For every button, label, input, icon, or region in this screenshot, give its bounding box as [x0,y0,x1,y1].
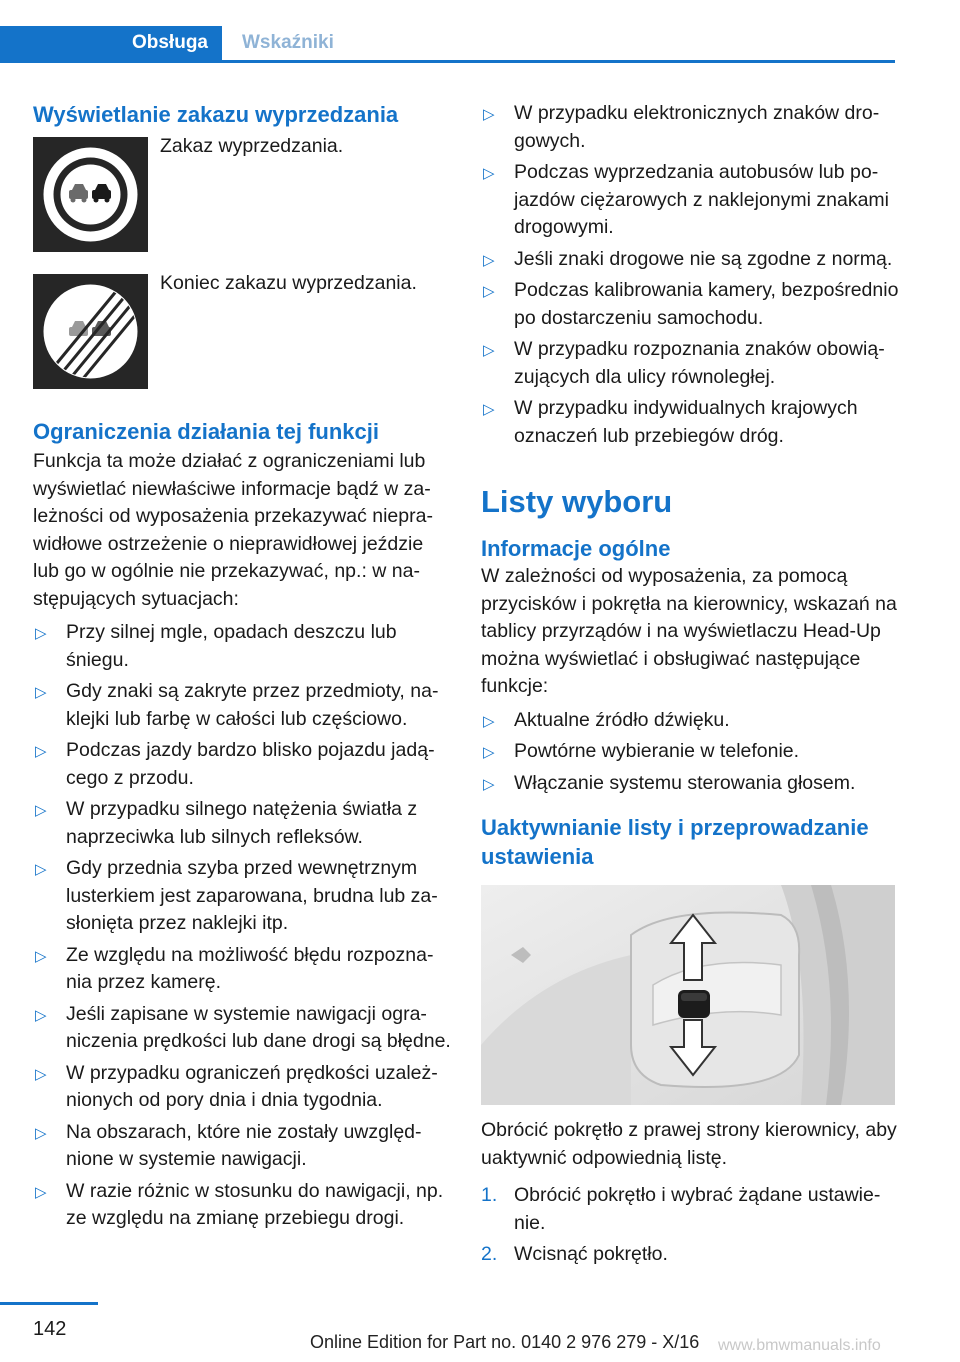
triangle-bullet-icon: ▷ [35,861,47,878]
list-item: ▷ Podczas jazdy bardzo blisko pojazdu jadącego z przodu. [35,739,435,789]
right-column [481,100,899,1273]
triangle-bullet-icon: ▷ [35,947,47,965]
page-header [0,0,960,64]
functions-list [481,707,899,798]
footer-divider [0,1302,98,1305]
sign-caption-no-overtaking: Zakaz wyprzedzania. [160,135,344,157]
list-item: ▷ Aktualne źródło dźwięku. [481,707,899,735]
steering-wheel-roller-photo [481,885,895,1105]
triangle-bullet-icon: ▷ [35,1006,47,1024]
triangle-bullet-icon: ▷ [35,684,47,701]
list-item: ▷ W przypadku indywidualnych krajowych oznaczeń lub przebiegów dróg. [483,397,858,447]
step-item: 1. Obrócić pokrętło i wybrać żądane ustawienie. [481,1184,881,1234]
list-item: ▷ Gdy znaki są zakryte przez przedmioty, naklejki lub farbę w całości lub częściowo. [35,680,439,730]
triangle-bullet-icon: ▷ [35,625,47,642]
list-item: ▷ W przypadku ograniczeń prędkości uzależnionych od pory dnia i dnia tygodnia. [35,1061,438,1111]
triangle-bullet-icon: ▷ [483,775,495,793]
section-title-overtaking: Wyświetlanie zakazu wyprzedzania [33,102,399,127]
sign-end-no-overtaking-row [33,274,451,389]
triangle-bullet-icon: ▷ [483,283,495,300]
list-item: ▷ Podczas wyprzedzania autobusów lub pojazdów ciężarowych z naklejonymi znakami drogowymi. [483,161,889,238]
limitations-list-continued [481,100,899,450]
chapter-title: Listy wyboru [481,484,673,519]
list-item: ▷ Jeśli znaki drogowe nie są zgodne z normą. [481,246,899,274]
list-item: ▷ Na obszarach, które nie zostały uwzględnione w systemie nawigacji. [35,1120,422,1170]
step-number: 2. [481,1243,498,1265]
left-column [33,100,451,1237]
tab-wskazniki[interactable]: Wskaźniki [242,32,334,53]
header-divider [0,60,895,63]
watermark: www.bmwmanuals.info [718,1337,881,1354]
list-item: ▷ Powtórne wybieranie w telefonie. [481,738,899,766]
triangle-bullet-icon: ▷ [483,401,495,418]
triangle-bullet-icon: ▷ [483,106,495,123]
list-item: ▷ W przypadku silnego natężenia światła z naprzeciwka lub silnych refleksów. [35,798,418,848]
list-item: ▷ W przypadku rozpoznania znaków obowiązujących dla ulicy równoległej. [483,338,885,388]
section-title-general: Informacje ogólne [481,536,671,561]
sign-no-overtaking-row [33,137,451,252]
triangle-bullet-icon: ▷ [483,712,495,730]
list-item: ▷ Przy silnej mgle, opadach deszczu lub śniegu. [35,621,397,671]
sign-caption-end-no-overtaking: Koniec zakazu wyprzedzania. [160,272,417,294]
triangle-bullet-icon: ▷ [35,1124,47,1142]
triangle-bullet-icon: ▷ [483,251,495,269]
list-item: ▷ Podczas kalibrowania kamery, bezpośrednio po dostarczeniu samochodu. [483,279,899,329]
triangle-bullet-icon: ▷ [483,165,495,182]
steps-list [481,1182,899,1269]
list-item: ▷ Jeśli zapisane w systemie nawigacji ograniczenia prędkości lub dane drogi są błędne. [35,1002,451,1052]
list-item: ▷ Ze względu na możliwość błędu rozpoznania przez kamerę. [35,943,434,993]
triangle-bullet-icon: ▷ [35,1183,47,1201]
limitations-intro: Funkcja ta może działać z ograniczeniami lub wyświetlać niewłaściwe informacje bądź w zależności od wyposażenia przekazywać nieprawidłowe ostrzeżenie o nieprawidłowej jeździe lub go w ogólnie nie przekazywać, np.: w następujących sytuacjach: [33,450,433,610]
step-number: 1. [481,1184,498,1206]
general-intro: W zależności od wyposażenia, za pomocą przycisków i pokrętła na kierownicy, wskazań na tablicy przyrządów i na wyświetlaczu Head-Up można wyświetlać i obsługiwać następujące funkcje: [481,565,897,697]
triangle-bullet-icon: ▷ [35,1065,47,1083]
list-item: ▷ Włączanie systemu sterowania głosem. [481,770,899,798]
list-item: ▷ W razie różnic w stosunku do nawigacji, np. ze względu na zmianę przebiegu drogi. [35,1179,444,1229]
page-number: 142 [33,1318,67,1340]
edition-text: Online Edition for Part no. 0140 2 976 279 - X/16 [310,1332,700,1352]
photo-caption: Obrócić pokrętło z prawej strony kierownicy, aby uaktywnić odpowiednią listę. [481,1119,897,1169]
step-item: 2. Wcisnąć pokrętło. [481,1241,899,1269]
triangle-bullet-icon: ▷ [483,744,495,761]
tab-obsluga[interactable]: Obsługa [0,26,222,60]
limitations-list [33,619,451,1233]
list-item: ▷ Gdy przednia szyba przed wewnętrznym lusterkiem jest zaparowana, brudna lub zasłonięta przez naklejki itp. [35,857,438,934]
end-of-no-overtaking-sign-icon [33,274,148,389]
list-item: ▷ W przypadku elektronicznych znaków drogowych. [483,102,880,152]
triangle-bullet-icon: ▷ [483,342,495,359]
triangle-bullet-icon: ▷ [35,743,47,760]
triangle-bullet-icon: ▷ [35,802,47,819]
no-overtaking-sign-icon [33,137,148,252]
section-title-activate: Uaktywnianie listy i przeprowadzanie ustawienia [481,815,869,869]
section-title-limitations: Ograniczenia działania tej funkcji [33,419,379,444]
